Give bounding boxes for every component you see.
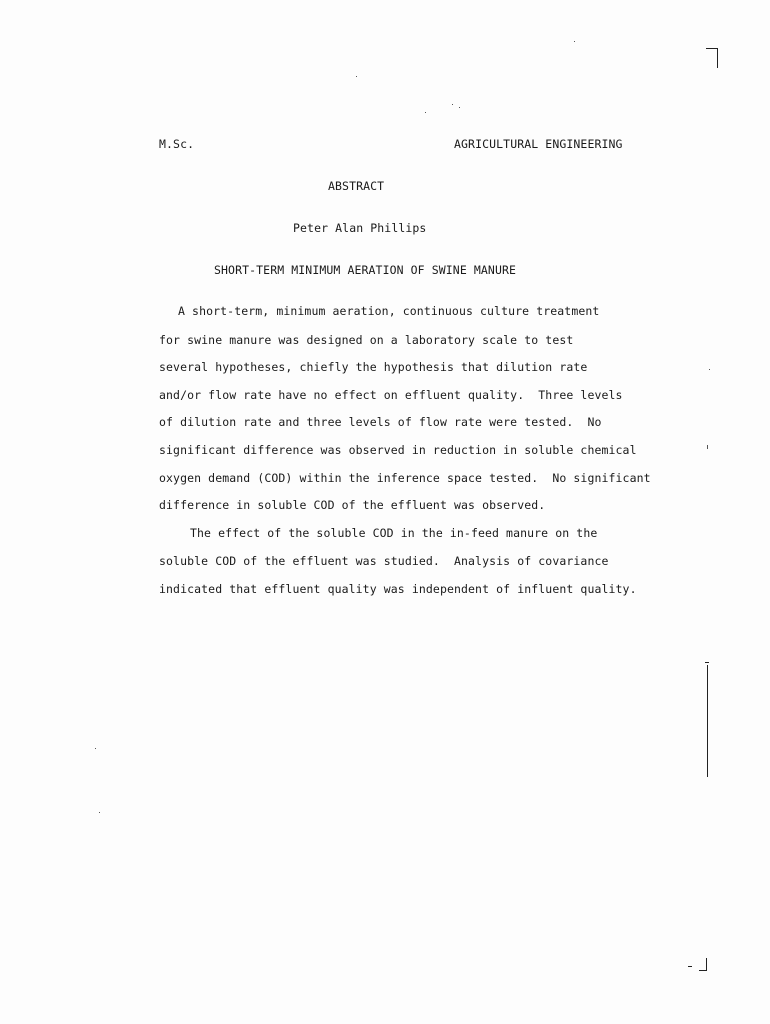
scan-speck — [452, 104, 453, 105]
corner-mark-top-right-vertical — [717, 48, 718, 68]
abstract-line-11: indicated that effluent quality was independent of influent quality. — [159, 582, 637, 596]
corner-mark-bottom-right — [699, 970, 707, 971]
scan-speck — [709, 369, 710, 370]
margin-bar-cap — [705, 662, 709, 663]
abstract-line-2: for swine manure was designed on a laboratory scale to test — [159, 333, 574, 347]
scan-dash — [688, 966, 692, 967]
scan-speck — [425, 112, 426, 113]
abstract-line-10: soluble COD of the effluent was studied. Analysis of covariance — [159, 554, 609, 568]
abstract-line-5: of dilution rate and three levels of flow rate were tested. No — [159, 415, 602, 429]
abstract-line-9: The effect of the soluble COD in the in-feed manure on the — [190, 526, 598, 540]
scan-speck — [99, 812, 100, 813]
abstract-line-8: difference in soluble COD of the effluent was observed. — [159, 498, 546, 512]
scan-speck — [707, 445, 708, 449]
scan-speck — [356, 76, 357, 77]
abstract-line-4: and/or flow rate have no effect on effluent quality. Three levels — [159, 388, 623, 402]
scan-speck — [95, 748, 96, 749]
degree-label: M.Sc. — [159, 137, 195, 151]
thesis-title: SHORT-TERM MINIMUM AERATION OF SWINE MANURE — [214, 263, 517, 277]
margin-bar — [707, 665, 708, 777]
abstract-line-1: A short-term, minimum aeration, continuous culture treatment — [178, 304, 600, 318]
abstract-line-6: significant difference was observed in reduction in soluble chemical — [159, 443, 637, 457]
scan-speck — [459, 107, 460, 108]
author-name: Peter Alan Phillips — [293, 221, 427, 235]
department-label: AGRICULTURAL ENGINEERING — [454, 137, 623, 151]
abstract-line-3: several hypotheses, chiefly the hypothesis that dilution rate — [159, 360, 588, 374]
scan-speck — [574, 41, 575, 42]
abstract-heading: ABSTRACT — [328, 179, 385, 193]
abstract-line-7: oxygen demand (COD) within the inference space tested. No significant — [159, 471, 651, 485]
